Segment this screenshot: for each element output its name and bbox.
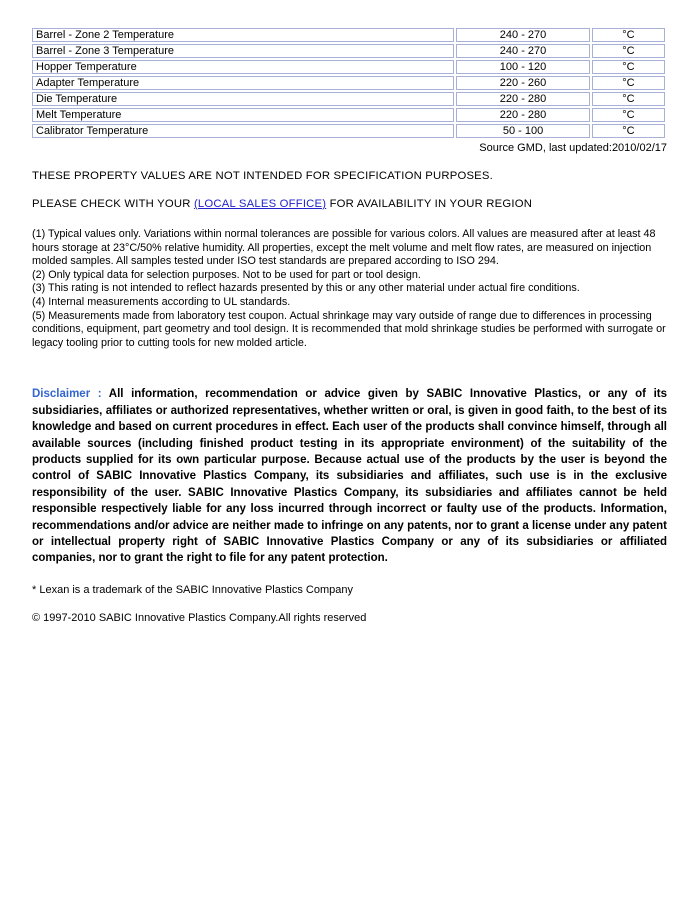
property-value-cell: 100 - 120 xyxy=(456,60,589,74)
availability-notice xyxy=(32,198,667,210)
property-name-cell: Barrel - Zone 3 Temperature xyxy=(32,44,454,58)
property-unit-cell: °C xyxy=(592,76,665,90)
availability-notice-prefix: PLEASE CHECK WITH YOUR xyxy=(32,198,194,210)
properties-table-body xyxy=(32,28,665,138)
trademark-note: * Lexan is a trademark of the SABIC Innovative Plastics Company xyxy=(32,583,353,596)
disclaimer-paragraph xyxy=(32,386,667,566)
properties-table xyxy=(30,26,667,140)
table-row xyxy=(32,92,665,106)
property-unit-cell: °C xyxy=(592,108,665,122)
property-value-cell: 220 - 260 xyxy=(456,76,589,90)
property-name-cell: Calibrator Temperature xyxy=(32,124,454,138)
spec-purpose-notice: THESE PROPERTY VALUES ARE NOT INTENDED FOR SPECIFICATION PURPOSES. xyxy=(32,170,493,182)
property-unit-cell: °C xyxy=(592,124,665,138)
property-name-cell: Barrel - Zone 2 Temperature xyxy=(32,28,454,42)
footnotes-list xyxy=(32,228,667,350)
table-row xyxy=(32,44,665,58)
disclaimer-text: All information, recommendation or advice given by SABIC Innovative Plastics, or any of its subsidiaries, affiliates or authorized representatives, whether written or oral, is given in good faith, to the best of its knowledge and based on current procedures in effect. Each user of the products shall convince himself, through all available sources (including finished product testing in its appropriate environment) of the suitability of the products supplied for its own particular purpose. Because actual use of the products by the user is beyond the control of SABIC Innovative Plastics Company, its subsidiaries and affiliates, such use is in the exclusive responsibility of the user. SABIC Innovative Plastics Company, its subsidiaries and affiliates cannot be held responsible respectively liable for any loss incurred through incorrect or faulty use of the products. Information, recommendations and/or advice are neither made to infringe on any patents, nor to grant a license under any patent or intellectual property right of SABIC Innovative Plastics Company or any of its subsidiaries or affiliated companies, nor to grant the right to file for any patent protection. xyxy=(32,388,667,565)
table-row xyxy=(32,60,665,74)
property-name-cell: Melt Temperature xyxy=(32,108,454,122)
property-value-cell: 240 - 270 xyxy=(456,44,589,58)
footnote-item: (4) Internal measurements according to UL standards. xyxy=(32,295,291,308)
property-value-cell: 220 - 280 xyxy=(456,92,589,106)
disclaimer-label: Disclaimer : xyxy=(32,388,109,401)
local-sales-office-link[interactable]: (LOCAL SALES OFFICE) xyxy=(193,198,327,210)
footnote-item: (1) Typical values only. Variations within normal tolerances are possible for various colors. All values are measured after at least 48 hours storage at 23°C/50% relative humidity. All properties, except the melt volume and melt flow rates, are measured on injection molded samples. All samples tested under ISO test standards are prepared according to ISO 294. xyxy=(32,228,656,268)
table-row xyxy=(32,108,665,122)
copyright-note: © 1997-2010 SABIC Innovative Plastics Company.All rights reserved xyxy=(32,611,367,624)
footnote-item: (5) Measurements made from laboratory test coupon. Actual shrinkage may vary outside of range due to differences in processing conditions, equipment, part geometry and tool design. It is recommended that mold shrinkage studies be performed with surrogate or legacy tooling prior to cutting tools for new molded article. xyxy=(32,309,666,349)
property-unit-cell: °C xyxy=(592,92,665,106)
property-value-cell: 50 - 100 xyxy=(456,124,589,138)
table-row xyxy=(32,76,665,90)
property-name-cell: Die Temperature xyxy=(32,92,454,106)
footnote-item: (2) Only typical data for selection purposes. Not to be used for part or tool design. xyxy=(32,268,421,281)
source-note: Source GMD, last updated:2010/02/17 xyxy=(479,142,667,154)
property-name-cell: Adapter Temperature xyxy=(32,76,454,90)
property-unit-cell: °C xyxy=(592,28,665,42)
property-name-cell: Hopper Temperature xyxy=(32,60,454,74)
property-value-cell: 240 - 270 xyxy=(456,28,589,42)
table-row xyxy=(32,28,665,42)
property-value-cell: 220 - 280 xyxy=(456,108,589,122)
footnote-item: (3) This rating is not intended to reflect hazards presented by this or any other material under actual fire conditions. xyxy=(32,282,580,295)
table-row xyxy=(32,124,665,138)
property-unit-cell: °C xyxy=(592,44,665,58)
availability-notice-suffix: FOR AVAILABILITY IN YOUR REGION xyxy=(326,198,533,210)
property-unit-cell: °C xyxy=(592,60,665,74)
